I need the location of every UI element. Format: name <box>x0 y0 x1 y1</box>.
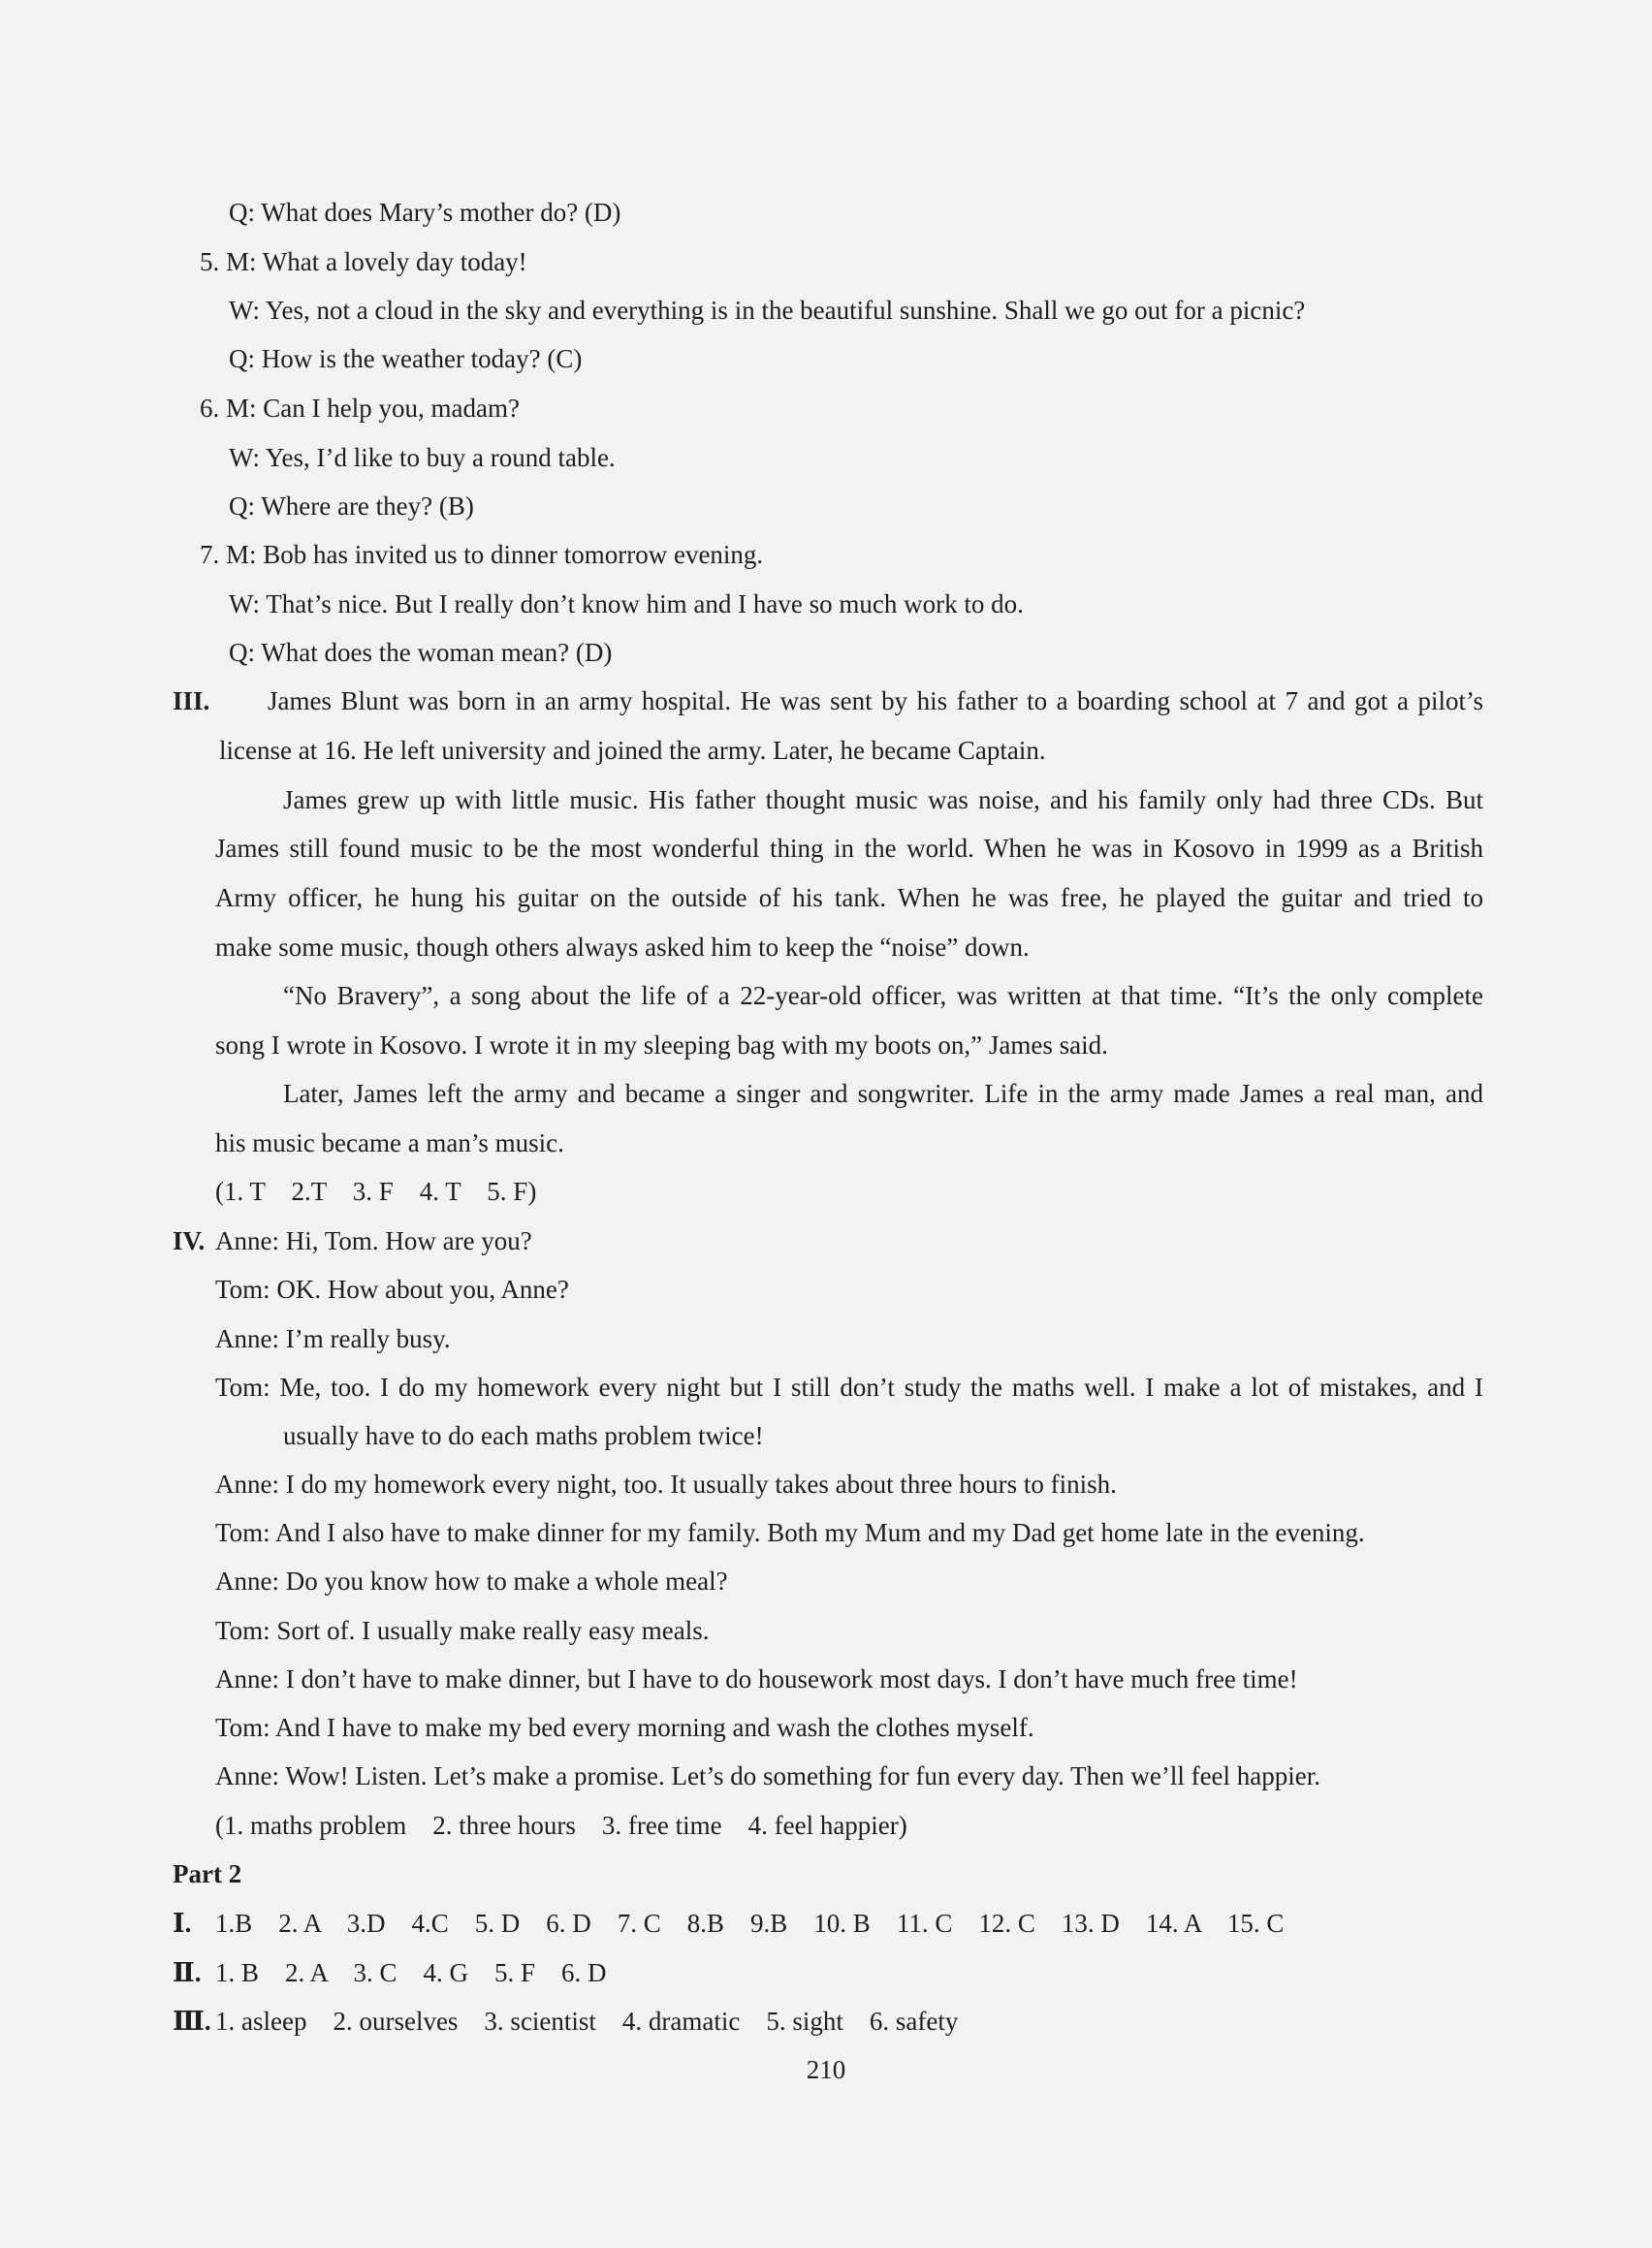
q7-question: Q: What does the woman mean? (D) <box>229 638 613 667</box>
q6-woman: W: Yes, I’d like to buy a round table. <box>229 443 616 472</box>
q7-woman: W: That’s nice. But I really don’t know him and I have so much work to do. <box>229 589 1024 618</box>
passage-line-7: “No Bravery”, a song about the life of a 22-year-old officer, was written at that time. “It’s the only complete <box>283 981 1483 1010</box>
dialogue-line-7: Tom: And I also have to make dinner for my family. Both my Mum and my Dad get home late in the evening. <box>215 1518 1365 1547</box>
passage-line-1: James Blunt was born in an army hospital. He was sent by his father to a boarding school at 7 and got a pilot’s <box>268 686 1483 715</box>
dialogue-line-2: Tom: OK. How about you, Anne? <box>215 1275 569 1304</box>
dialogue-line-6: Anne: I do my homework every night, too. It usually takes about three hours to finish. <box>215 1470 1117 1499</box>
section-4-label: IV. <box>173 1226 206 1255</box>
q5-woman: W: Yes, not a cloud in the sky and everything is in the beautiful sunshine. Shall we go out for a picnic? <box>229 296 1306 325</box>
dialogue-line-3: Anne: I’m really busy. <box>215 1324 451 1353</box>
part-2-row-1-label: Ⅰ. <box>173 1909 192 1938</box>
passage-line-10: his music became a man’s music. <box>215 1128 564 1157</box>
part-2-row-2-answers: 1. B 2. A 3. C 4. G 5. F 6. D <box>215 1958 607 1987</box>
passage-line-8: song I wrote in Kosovo. I wrote it in my sleeping bag with my boots on,” James said. <box>215 1030 1108 1060</box>
dialogue-line-1: Anne: Hi, Tom. How are you? <box>215 1226 532 1255</box>
part-2-row-1-answers: 1.B 2. A 3.D 4.C 5. D 6. D 7. C 8.B 9.B 10. B 11. C 12. C 13. D 14. A 15. C <box>215 1909 1285 1938</box>
passage-line-9: Later, James left the army and became a singer and songwriter. Life in the army made James a real man, and <box>283 1079 1483 1108</box>
q7-man: 7. M: Bob has invited us to dinner tomorrow evening. <box>200 540 764 569</box>
q5-man: 5. M: What a lovely day today! <box>200 247 527 276</box>
passage-line-6: make some music, though others always asked him to keep the “noise” down. <box>215 933 1030 962</box>
part-2-title: Part 2 <box>173 1859 242 1888</box>
dialogue-line-8: Anne: Do you know how to make a whole meal? <box>215 1567 728 1596</box>
passage-line-2: license at 16. He left university and joined the army. Later, he became Captain. <box>219 736 1046 765</box>
dialogue-line-9: Tom: Sort of. I usually make really easy meals. <box>215 1616 710 1645</box>
passage-line-4: James still found music to be the most wonderful thing in the world. When he was in Kosovo in 1999 as a British <box>215 834 1483 863</box>
part-2-row-2-label: Ⅱ. <box>173 1958 202 1987</box>
section-3-answers: (1. T 2.T 3. F 4. T 5. F) <box>215 1177 537 1206</box>
passage-line-3: James grew up with little music. His father thought music was noise, and his family only had three CDs. But <box>283 785 1483 814</box>
dialogue-line-10: Anne: I don’t have to make dinner, but I have to do housework most days. I don’t have much free time! <box>215 1664 1298 1694</box>
dialogue-line-11: Tom: And I have to make my bed every morning and wash the clothes myself. <box>215 1713 1034 1742</box>
section-4-answers: (1. maths problem 2. three hours 3. free time 4. feel happier) <box>215 1811 907 1840</box>
q6-question: Q: Where are they? (B) <box>229 491 474 521</box>
q6-man: 6. M: Can I help you, madam? <box>200 394 520 423</box>
passage-line-5: Army officer, he hung his guitar on the outside of his tank. When he was free, he played the guitar and tried to <box>215 883 1483 912</box>
q5-question: Q: How is the weather today? (C) <box>229 344 583 373</box>
section-3-label: III. <box>173 686 210 715</box>
q4-question: Q: What does Mary’s mother do? (D) <box>229 198 621 227</box>
dialogue-line-5: usually have to do each maths problem twice! <box>283 1421 764 1450</box>
dialogue-line-4: Tom: Me, too. I do my homework every night but I still don’t study the maths well. I make a lot of mistakes, and I <box>215 1373 1483 1402</box>
part-2-row-3-label: Ⅲ. <box>173 2007 211 2036</box>
page-number: 210 <box>806 2055 846 2084</box>
dialogue-line-12: Anne: Wow! Listen. Let’s make a promise. Let’s do something for fun every day. Then we’ll feel happier. <box>215 1761 1321 1790</box>
part-2-row-3-answers: 1. asleep 2. ourselves 3. scientist 4. dramatic 5. sight 6. safety <box>215 2007 959 2036</box>
